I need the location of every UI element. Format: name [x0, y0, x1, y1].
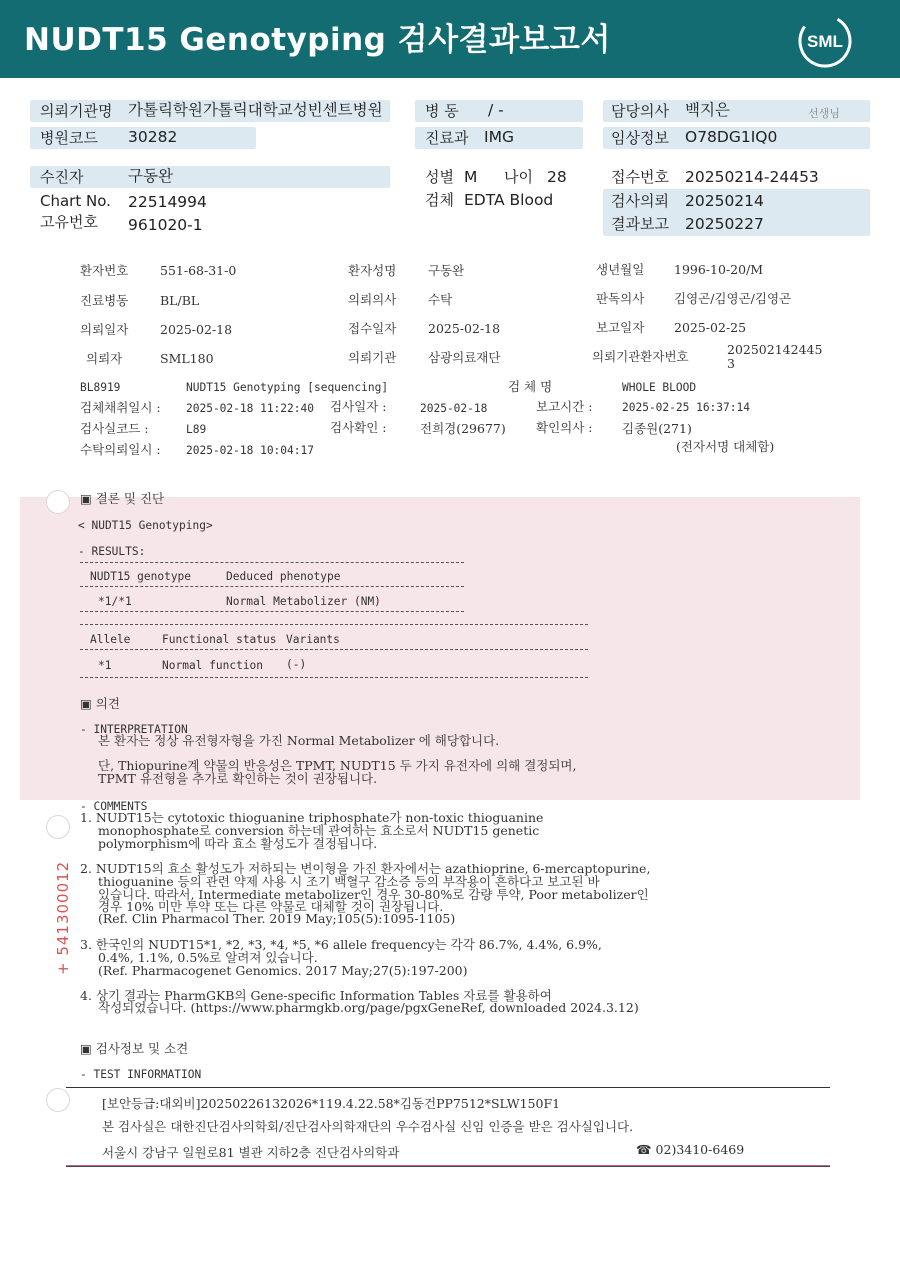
- doctor-label: 담당의사: [611, 102, 669, 120]
- hospital-code-label: 병원코드: [40, 129, 98, 147]
- punch-hole-3: [46, 1088, 70, 1112]
- section-conclusion: ▣ 결론 및 진단: [80, 491, 165, 506]
- ref-patient-no-cont: 3: [727, 356, 735, 371]
- ref-doc-label: 의뢰의사: [348, 292, 397, 307]
- t2-h-variants: Variants: [286, 633, 340, 646]
- dept-label: 진료과: [425, 129, 469, 147]
- ward-label: 병 동: [425, 102, 459, 120]
- doctor-suffix: 선생님: [808, 107, 840, 120]
- report-time-label: 보고시간 :: [536, 399, 593, 414]
- t2-h-allele: Allele: [90, 633, 131, 646]
- referral-org-value: 가톨릭학원가톨릭대학교성빈센트병원: [128, 101, 383, 119]
- unique-value: 961020-1: [128, 216, 203, 234]
- punch-hole-1: [46, 490, 70, 514]
- rcv-date-label: 접수일자: [348, 321, 397, 336]
- requester-label: 의뢰자: [86, 351, 123, 366]
- rule: [80, 586, 464, 587]
- comment-4-line-1: 4. 상기 결과는 PharmGKB의 Gene-specific Information Tables 자료를 활용하여: [80, 988, 552, 1003]
- ward2-value: BL/BL: [160, 293, 200, 308]
- t1-h-genotype: NUDT15 genotype: [90, 570, 192, 583]
- receipt-value: 20250214-24453: [685, 168, 819, 186]
- comment-1-line-2: monophosphate로 conversion 하는데 관여하는 효소로서 NUDT15 genetic: [98, 823, 540, 838]
- comment-2-line-5: (Ref. Clin Pharmacol Ther. 2019 May;105(5):1095-1105): [98, 911, 456, 926]
- reading-doc-value: 김영곤/김영곤/김영곤: [674, 291, 792, 306]
- room-label: 검사실코드 :: [80, 421, 149, 436]
- t1-h-phenotype: Deduced phenotype: [226, 570, 341, 583]
- confirm-label: 검사확인 :: [330, 420, 387, 435]
- dept-value: IMG: [484, 128, 514, 146]
- sex-label: 성별: [425, 168, 454, 186]
- collector-value: 구동완: [128, 167, 173, 185]
- unique-label: 고유번호: [40, 213, 98, 231]
- specimen-name-value: WHOLE BLOOD: [622, 381, 697, 394]
- specimen-name-label: 검 체 명: [508, 379, 553, 394]
- conclusion-title: < NUDT15 Genotyping>: [78, 519, 213, 532]
- ward-value: / -: [488, 101, 504, 119]
- confirm-doc-value: 김종원(271): [622, 421, 692, 436]
- cert-line: 본 검사실은 대한진단검사의학회/진단검사의학재단의 우수검사실 신임 인증을 받은 검사실입니다.: [102, 1119, 634, 1134]
- consign-label: 수탁의뢰일시 :: [80, 442, 161, 457]
- phone-line: ☎ 02)3410-6469: [636, 1142, 745, 1157]
- report-time-value: 2025-02-25 16:37:14: [622, 401, 750, 414]
- patient-name-value: 구동완: [428, 263, 465, 278]
- punch-hole-2: [46, 815, 70, 839]
- t1-genotype: *1/*1: [98, 595, 132, 608]
- age-value: 28: [547, 168, 567, 186]
- report-label: 결과보고: [611, 215, 669, 233]
- comments-heading: - COMMENTS: [80, 800, 148, 813]
- interp-heading: - INTERPRETATION: [80, 723, 188, 736]
- rule: [80, 562, 464, 563]
- hospital-code-value: 30282: [128, 128, 178, 146]
- report-value: 20250227: [685, 215, 764, 233]
- req-date-value: 2025-02-18: [160, 322, 233, 337]
- comment-2-line-1: 2. NUDT15의 효소 활성도가 저하되는 변이형을 가진 환자에서는 azathioprine, 6-mercaptopurine,: [80, 861, 651, 876]
- comment-2-line-2: thioguanine 등의 관련 약제 사용 시 조기 백혈구 감소증 등의 부작용이 흔하다고 보고된 바: [98, 874, 600, 889]
- interp-line-1: 본 환자는 정상 유전형자형을 가진 Normal Metabolizer 에 해당합니다.: [98, 733, 500, 748]
- rule: [80, 611, 464, 612]
- test-name: NUDT15 Genotyping [sequencing]: [186, 381, 389, 394]
- patient-no-label: 환자번호: [80, 263, 129, 278]
- rpt-date-value: 2025-02-25: [674, 320, 747, 335]
- interp-line-3: TPMT 유전형을 추가로 확인하는 것이 권장됩니다.: [98, 771, 378, 786]
- t1-phenotype: Normal Metabolizer (NM): [226, 595, 381, 608]
- collect-label: 검체채취일시 :: [80, 400, 161, 415]
- rule: [80, 649, 588, 650]
- test-code: BL8919: [80, 381, 121, 394]
- comment-1-line-3: polymorphism에 따라 효소 활성도가 결정됩니다.: [98, 836, 378, 851]
- results-heading: - RESULTS:: [78, 545, 146, 558]
- address-line: 서울시 강남구 일원로81 별관 지하2층 진단검사의학과: [102, 1145, 400, 1160]
- patient-name-label: 환자성명: [348, 263, 397, 278]
- ref-doc-value: 수탁: [428, 292, 453, 307]
- reading-doc-label: 판독의사: [596, 291, 645, 306]
- comment-2-line-3: 있습니다. 따라서, Intermediate metabolizer인 경우 30-80%로 감량 투약, Poor metabolizer인: [98, 887, 649, 902]
- section-test-info: ▣ 검사정보 및 소견: [80, 1041, 189, 1056]
- sml-logo: [798, 14, 852, 68]
- birth-label: 생년월일: [596, 262, 645, 277]
- room-value: L89: [186, 423, 207, 436]
- collect-value: 2025-02-18 11:22:40: [186, 402, 314, 415]
- security-line: [보안등급:대외비]20250226132026*119.4.22.58*김동건PP7512*SLW150F1: [102, 1096, 561, 1111]
- exam-date-value: 2025-02-18: [420, 402, 488, 415]
- rpt-date-label: 보고일자: [596, 320, 645, 335]
- rule: [80, 624, 588, 625]
- req-date-label: 의뢰일자: [80, 322, 129, 337]
- birth-value: 1996-10-20/M: [674, 262, 764, 277]
- comment-4-line-2: 작성되었습니다. (https://www.pharmgkb.org/page/pgxGeneRef, downloaded 2024.3.12): [98, 1000, 639, 1015]
- footer-rule-pink: [66, 1165, 830, 1166]
- rule: [80, 677, 588, 678]
- logo-text: SML: [807, 32, 843, 51]
- comment-3-line-2: 0.4%, 1.1%, 0.5%로 알려져 있습니다.: [98, 950, 318, 965]
- requester-value: SML180: [160, 351, 214, 366]
- comment-3-line-3: (Ref. Pharmacogenet Genomics. 2017 May;27(5):197-200): [98, 963, 468, 978]
- specimen-value: EDTA Blood: [464, 191, 554, 209]
- clinical-label: 임상정보: [611, 129, 669, 147]
- comment-1-line-1: 1. NUDT15는 cytotoxic thioguanine triphosphate가 non-toxic thioguanine: [80, 810, 544, 825]
- ref-patient-no-label: 의뢰기관환자번호: [592, 349, 689, 364]
- request-label: 검사의뢰: [611, 192, 669, 210]
- footer-rule-bottom: [66, 1166, 830, 1167]
- t2-status: Normal function: [162, 659, 264, 672]
- rcv-date-value: 2025-02-18: [428, 321, 501, 336]
- footer-rule-top: [66, 1087, 830, 1088]
- patient-no-value: 551-68-31-0: [160, 263, 237, 278]
- collector-label: 수진자: [40, 168, 84, 186]
- test-info-heading: - TEST INFORMATION: [80, 1068, 202, 1081]
- comment-2-line-4: 경우 10% 미만 투약 또는 다른 약물로 대체할 것이 권장됩니다.: [98, 899, 444, 914]
- consign-value: 2025-02-18 10:04:17: [186, 444, 314, 457]
- receipt-label: 접수번호: [611, 168, 669, 186]
- collector-pill: [30, 166, 390, 188]
- request-value: 20250214: [685, 192, 764, 210]
- clinical-value: O78DG1IQ0: [685, 128, 778, 146]
- ref-org-label: 의뢰기관: [348, 350, 397, 365]
- doctor-value: 백지은: [685, 101, 730, 119]
- side-code: + 541300012: [54, 860, 72, 975]
- sex-value: M: [464, 168, 478, 186]
- ref-patient-no-value: 202502142445: [727, 342, 823, 357]
- chart-label: Chart No.: [40, 192, 111, 210]
- comment-3-line-1: 3. 한국인의 NUDT15*1, *2, *3, *4, *5, *6 allele frequency는 각각 86.7%, 4.4%, 6.9%,: [80, 937, 602, 952]
- interp-line-2: 단, Thiopurine계 약물의 반응성은 TPMT, NUDT15 두 가지 유전자에 의해 결정되며,: [98, 758, 577, 773]
- t2-h-status: Functional status: [162, 633, 277, 646]
- ward2-label: 진료병동: [80, 293, 129, 308]
- age-label: 나이: [504, 168, 533, 186]
- t2-allele: *1: [98, 659, 112, 672]
- esign-note: (전자서명 대체함): [676, 439, 775, 454]
- ref-org-value: 삼광의료재단: [428, 350, 501, 365]
- chart-value: 22514994: [128, 193, 207, 211]
- report-title: NUDT15 Genotyping 검사결과보고서: [24, 22, 611, 58]
- confirm-value: 전희경(29677): [420, 421, 506, 436]
- section-opinion: ▣ 의견: [80, 696, 120, 711]
- exam-date-label: 검사일자 :: [330, 399, 387, 414]
- referral-org-label: 의뢰기관명: [40, 102, 113, 120]
- t2-variants: (-): [286, 658, 307, 671]
- specimen-label: 검체: [425, 191, 454, 209]
- confirm-doc-label: 확인의사 :: [536, 420, 593, 435]
